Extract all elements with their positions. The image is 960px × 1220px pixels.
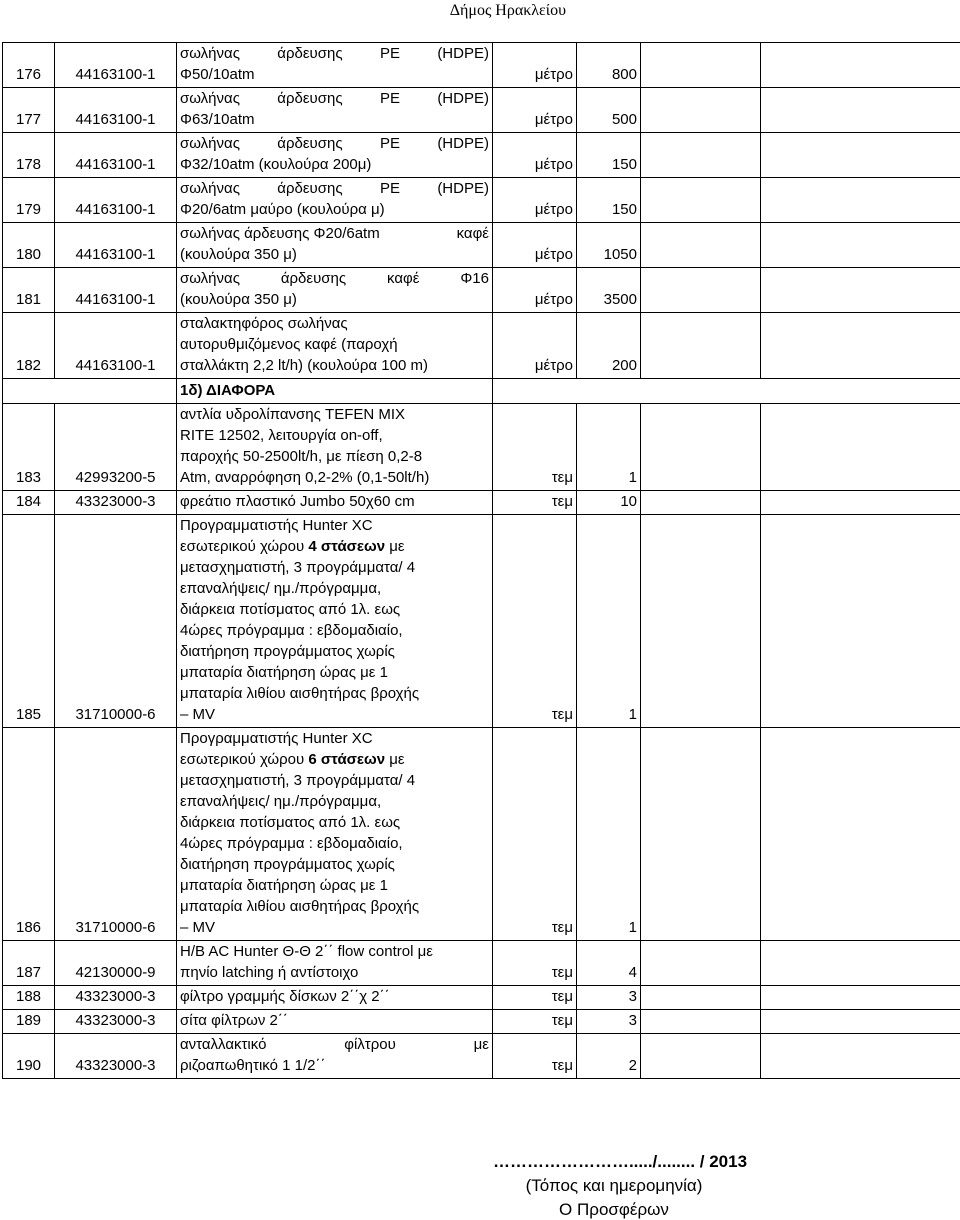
description-line: Προγραμματιστής Hunter XC [180, 728, 489, 749]
table-row [3, 268, 960, 313]
description-line: σταλλάκτη 2,2 lt/h) (κουλούρα 100 m) [180, 355, 489, 376]
cpv-code: 43323000-3 [55, 1010, 177, 1034]
unit-price-cell [641, 941, 761, 986]
description-line [180, 268, 489, 289]
item-description [177, 268, 493, 313]
unit: τεμ [493, 1010, 577, 1034]
total-price-cell [761, 43, 960, 88]
unit-price-cell [641, 491, 761, 515]
description-line: διατήρηση προγράμματος χωρίς [180, 854, 489, 875]
quantity: 3 [577, 986, 641, 1010]
total-price-cell [761, 223, 960, 268]
quantity: 10 [577, 491, 641, 515]
cpv-code: 44163100-1 [55, 178, 177, 223]
section-title: 1δ) ΔΙΑΦΟΡΑ [177, 379, 493, 404]
section-spacer [3, 379, 177, 404]
unit: τεμ [493, 1034, 577, 1079]
row-number: 188 [3, 986, 55, 1010]
description-word: άρδευσης [281, 268, 346, 289]
total-price-cell [761, 1034, 960, 1079]
item-description [177, 404, 493, 491]
description-line: Φ20/6atm μαύρο (κουλούρα μ) [180, 199, 489, 220]
description-word: (HDPE) [437, 88, 489, 109]
row-number: 183 [3, 404, 55, 491]
page-header: Δήμος Ηρακλείου [450, 2, 566, 20]
unit: μέτρο [493, 133, 577, 178]
row-number: 180 [3, 223, 55, 268]
cpv-code: 43323000-3 [55, 986, 177, 1010]
row-number: 190 [3, 1034, 55, 1079]
item-description [177, 88, 493, 133]
table-row [3, 515, 960, 728]
footer-role-label: Ο Προσφέρων [134, 1200, 960, 1220]
table-row [3, 986, 960, 1010]
table-row [3, 491, 960, 515]
description-line: φρεάτιο πλαστικό Jumbo 50χ60 cm [180, 491, 489, 512]
table-row [3, 313, 960, 379]
cpv-code: 42993200-5 [55, 404, 177, 491]
item-description [177, 986, 493, 1010]
item-description [177, 515, 493, 728]
unit-price-cell [641, 223, 761, 268]
table-row [3, 43, 960, 88]
description-word: άρδευσης [277, 88, 342, 109]
description-word: σωλήνας [180, 88, 240, 109]
total-price-cell [761, 313, 960, 379]
description-line: διάρκεια ποτίσματος από 1λ. εως [180, 599, 489, 620]
cpv-code: 31710000-6 [55, 515, 177, 728]
unit: τεμ [493, 404, 577, 491]
total-price-cell [761, 133, 960, 178]
unit: τεμ [493, 491, 577, 515]
unit-price-cell [641, 133, 761, 178]
description-line: – MV [180, 704, 489, 725]
description-word: (HDPE) [437, 43, 489, 64]
description-line: εσωτερικού χώρου 4 στάσεων με [180, 536, 489, 557]
description-word: σωλήνας [180, 43, 240, 64]
description-line [180, 223, 489, 244]
description-line [180, 133, 489, 154]
total-price-cell [761, 941, 960, 986]
description-line: μπαταρία λιθίου αισθητήρας βροχής [180, 683, 489, 704]
description-line [180, 43, 489, 64]
unit-price-cell [641, 43, 761, 88]
item-description [177, 178, 493, 223]
unit: μέτρο [493, 223, 577, 268]
description-line: αντλία υδρολίπανσης TEFEN MIX [180, 404, 489, 425]
unit: τεμ [493, 941, 577, 986]
description-word: Φ16 [460, 268, 489, 289]
unit: τεμ [493, 515, 577, 728]
cpv-code: 31710000-6 [55, 728, 177, 941]
cpv-code: 44163100-1 [55, 133, 177, 178]
description-line: 4ώρες πρόγραμμα : εβδομαδιαίο, [180, 620, 489, 641]
cpv-code: 43323000-3 [55, 1034, 177, 1079]
table-row [3, 404, 960, 491]
unit-price-cell [641, 515, 761, 728]
total-price-cell [761, 88, 960, 133]
item-description [177, 728, 493, 941]
total-price-cell [761, 268, 960, 313]
total-price-cell [761, 404, 960, 491]
unit: μέτρο [493, 178, 577, 223]
description-word: καφέ [387, 268, 419, 289]
unit-price-cell [641, 1034, 761, 1079]
total-price-cell [761, 1010, 960, 1034]
unit-price-cell [641, 986, 761, 1010]
quantity: 1 [577, 404, 641, 491]
description-line: – MV [180, 917, 489, 938]
quantity: 3500 [577, 268, 641, 313]
stations-emphasis: 6 στάσεων [308, 751, 385, 768]
items-table [2, 42, 960, 1079]
item-description [177, 1010, 493, 1034]
cpv-code: 44163100-1 [55, 88, 177, 133]
section-spacer [493, 379, 960, 404]
table-row [3, 178, 960, 223]
row-number: 181 [3, 268, 55, 313]
description-line: (κουλούρα 350 μ) [180, 289, 489, 310]
quantity: 800 [577, 43, 641, 88]
description-line: μπαταρία διατήρηση ώρας με 1 [180, 662, 489, 683]
row-number: 184 [3, 491, 55, 515]
items-table-body [3, 43, 960, 1079]
section-row [3, 379, 960, 404]
table-row [3, 88, 960, 133]
item-description [177, 133, 493, 178]
cpv-code: 44163100-1 [55, 313, 177, 379]
description-line: επαναλήψεις/ ημ./πρόγραμμα, [180, 578, 489, 599]
unit: μέτρο [493, 43, 577, 88]
unit: μέτρο [493, 313, 577, 379]
row-number: 185 [3, 515, 55, 728]
description-word: ανταλλακτικό [180, 1034, 266, 1055]
description-line: μετασχηματιστή, 3 προγράμματα/ 4 [180, 557, 489, 578]
table-row [3, 1010, 960, 1034]
row-number: 179 [3, 178, 55, 223]
cpv-code: 44163100-1 [55, 43, 177, 88]
description-line: διάρκεια ποτίσματος από 1λ. εως [180, 812, 489, 833]
unit-price-cell [641, 728, 761, 941]
description-line: Προγραμματιστής Hunter XC [180, 515, 489, 536]
description-line: 4ώρες πρόγραμμα : εβδομαδιαίο, [180, 833, 489, 854]
description-line: Φ32/10atm (κουλούρα 200μ) [180, 154, 489, 175]
description-line: μπαταρία διατήρηση ώρας με 1 [180, 875, 489, 896]
description-word: άρδευσης [277, 133, 342, 154]
row-number: 187 [3, 941, 55, 986]
stations-emphasis: 4 στάσεων [308, 538, 385, 555]
quantity: 150 [577, 133, 641, 178]
description-word: (HDPE) [437, 178, 489, 199]
row-number: 178 [3, 133, 55, 178]
unit-price-cell [641, 268, 761, 313]
unit: μέτρο [493, 88, 577, 133]
quantity: 2 [577, 1034, 641, 1079]
description-line: φίλτρο γραμμής δίσκων 2΄΄χ 2΄΄ [180, 986, 489, 1007]
description-word: άρδευσης [277, 178, 342, 199]
total-price-cell [761, 178, 960, 223]
description-line: διατήρηση προγράμματος χωρίς [180, 641, 489, 662]
table-row [3, 1034, 960, 1079]
description-line [180, 88, 489, 109]
description-word: PE [380, 133, 400, 154]
description-word: άρδευσης [277, 43, 342, 64]
description-line: Φ63/10atm [180, 109, 489, 130]
item-description [177, 1034, 493, 1079]
footer-date-line: ……………………...../........ / 2013 [140, 1152, 960, 1172]
description-line: εσωτερικού χώρου 6 στάσεων με [180, 749, 489, 770]
table-row [3, 941, 960, 986]
cpv-code: 43323000-3 [55, 491, 177, 515]
description-line [180, 1034, 489, 1055]
cpv-code: 42130000-9 [55, 941, 177, 986]
description-word: σωλήνας άρδευσης Φ20/6atm [180, 223, 380, 244]
cpv-code: 44163100-1 [55, 268, 177, 313]
item-description [177, 223, 493, 268]
item-description [177, 941, 493, 986]
description-line: ριζοαπωθητικό 1 1/2΄΄ [180, 1055, 489, 1076]
description-line: σταλακτηφόρος σωλήνας [180, 313, 489, 334]
unit-price-cell [641, 404, 761, 491]
quantity: 1 [577, 515, 641, 728]
description-word: PE [380, 178, 400, 199]
unit: τεμ [493, 986, 577, 1010]
quantity: 200 [577, 313, 641, 379]
quantity: 1 [577, 728, 641, 941]
description-word: φίλτρου [344, 1034, 396, 1055]
description-line: Atm, αναρρόφηση 0,2-2% (0,1-50lt/h) [180, 467, 489, 488]
row-number: 182 [3, 313, 55, 379]
description-word: σωλήνας [180, 178, 240, 199]
footer-place-label: (Τόπος και ημερομηνία) [134, 1176, 960, 1196]
description-word: σωλήνας [180, 133, 240, 154]
unit-price-cell [641, 88, 761, 133]
row-number: 177 [3, 88, 55, 133]
quantity: 1050 [577, 223, 641, 268]
row-number: 186 [3, 728, 55, 941]
description-line: μετασχηματιστή, 3 προγράμματα/ 4 [180, 770, 489, 791]
total-price-cell [761, 515, 960, 728]
description-word: (HDPE) [437, 133, 489, 154]
description-line: αυτορυθμιζόμενος καφέ (παροχή [180, 334, 489, 355]
description-line: παροχής 50-2500lt/h, με πίεση 0,2-8 [180, 446, 489, 467]
unit-price-cell [641, 178, 761, 223]
item-description [177, 43, 493, 88]
quantity: 3 [577, 1010, 641, 1034]
table-row [3, 223, 960, 268]
description-line: επαναλήψεις/ ημ./πρόγραμμα, [180, 791, 489, 812]
table-row [3, 133, 960, 178]
quantity: 4 [577, 941, 641, 986]
total-price-cell [761, 491, 960, 515]
description-line: RITE 12502, λειτουργία on-off, [180, 425, 489, 446]
description-word: PE [380, 88, 400, 109]
description-line: Φ50/10atm [180, 64, 489, 85]
total-price-cell [761, 728, 960, 941]
quantity: 150 [577, 178, 641, 223]
description-line: σίτα φίλτρων 2΄΄ [180, 1010, 489, 1031]
unit: τεμ [493, 728, 577, 941]
description-line: πηνίο latching ή αντίστοιχο [180, 962, 489, 983]
total-price-cell [761, 986, 960, 1010]
description-line [180, 178, 489, 199]
unit: μέτρο [493, 268, 577, 313]
row-number: 176 [3, 43, 55, 88]
cpv-code: 44163100-1 [55, 223, 177, 268]
quantity: 500 [577, 88, 641, 133]
description-word: με [474, 1034, 489, 1055]
description-word: καφέ [457, 223, 489, 244]
row-number: 189 [3, 1010, 55, 1034]
description-line: μπαταρία λιθίου αισθητήρας βροχής [180, 896, 489, 917]
item-description [177, 313, 493, 379]
unit-price-cell [641, 313, 761, 379]
unit-price-cell [641, 1010, 761, 1034]
item-description [177, 491, 493, 515]
description-word: PE [380, 43, 400, 64]
description-line: (κουλούρα 350 μ) [180, 244, 489, 265]
description-word: σωλήνας [180, 268, 240, 289]
table-row [3, 728, 960, 941]
description-line: H/B AC Hunter Θ-Θ 2΄΄ flow control με [180, 941, 489, 962]
